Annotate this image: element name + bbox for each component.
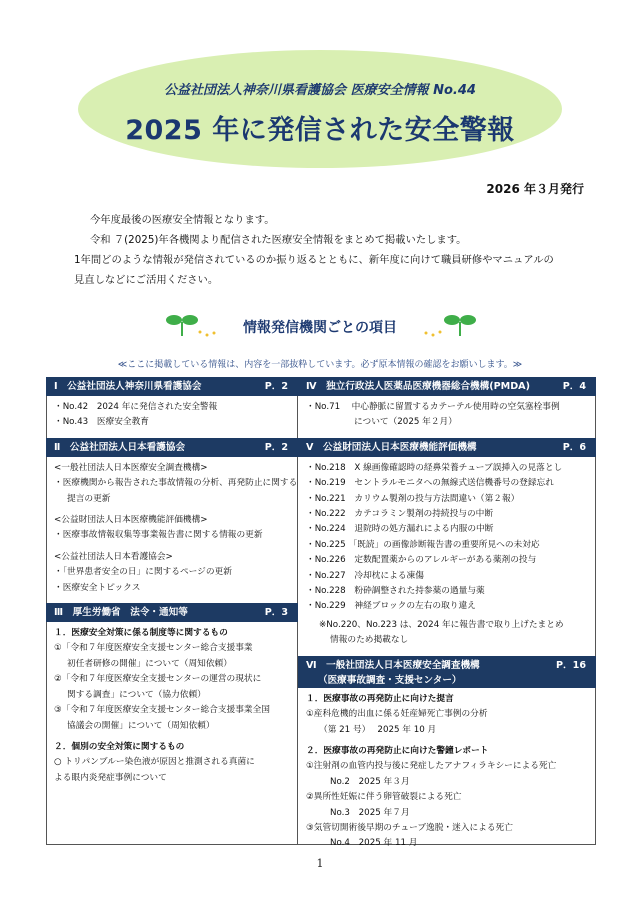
section-body-medsafe <box>298 688 596 856</box>
section-title: Ⅱ 公益社団法人日本看護協会 <box>54 441 186 453</box>
note-text: ※No.220、No.223 は、2024 年に報告書で取り上げたまとめ <box>319 619 564 630</box>
section-body-japan-nursing <box>46 457 298 600</box>
list-item: <一般社団法人日本医療安全調査機構> <box>54 462 208 473</box>
intro-text <box>58 210 598 290</box>
list-item: 提言の更新 <box>67 493 111 504</box>
list-item: No.2 2025 年３月 <box>330 776 410 787</box>
list-heading: ２．医療事故の再発防止に向けた警鐘レポート <box>306 745 489 756</box>
section-page: P．3 <box>264 607 288 619</box>
intro-line: 見直しなどにご活用ください。 <box>74 274 219 286</box>
list-item: ・No.71 中心静脈に留置するカテーテル使用時の空気塞栓事例 <box>306 402 560 412</box>
list-item: ・医療事故情報収集等事業報告書に関する情報の更新 <box>54 530 263 541</box>
notice-text: ≪ここに掲載している情報は、内容を一部抜粋しています。必ず原本情報の確認をお願いします。≫ <box>117 360 523 370</box>
list-item: ①産科危機的出血に係る妊産婦死亡事例の分析 <box>306 709 488 720</box>
right-column <box>298 377 596 856</box>
list-item: 協議会の開催」について（周知依頼） <box>67 720 215 731</box>
list-item: ・No.228 粉砕調整された持参薬の過量与薬 <box>306 586 485 597</box>
list-heading: ２．個別の安全対策に関するもの <box>54 741 185 752</box>
section-header-jcqhc <box>298 438 596 457</box>
list-item: No.3 2025 年７月 <box>330 807 410 818</box>
list-item: （第 21 号） 2025 年 10 月 <box>319 724 437 735</box>
list-item: ②「令和７年度医療安全支援センターの運営の現状に <box>54 674 262 685</box>
section-page: P．6 <box>562 441 586 453</box>
list-item: ・No.221 カリウム製剤の投与方法間違い（第２報） <box>306 493 520 504</box>
list-item: ③気管切開術後早期のチューブ逸脱・迷入による死亡 <box>306 822 513 833</box>
issue-date: 2026 年３月発行 <box>486 182 584 196</box>
list-item: ・No.226 定数配置薬からのアレルギーがある薬剤の投与 <box>306 555 537 566</box>
section-heading: 情報発信機関ごとの項目 <box>243 320 397 336</box>
list-item: ・No.222 カテコラミン製剤の持続投与の中断 <box>306 509 494 520</box>
section-title: Ⅳ 独立行政法人医薬品医療機器総合機構(PMDA) <box>306 381 530 392</box>
list-item: について（2025 年２月） <box>354 417 457 428</box>
list-item: ・No.219 セントラルモニタへの無線式送信機番号の登録忘れ <box>306 478 554 489</box>
list-heading: １．医療安全対策に係る制度等に関するもの <box>54 628 228 639</box>
list-item: ・No.227 冷却枕による凍傷 <box>306 570 424 581</box>
section-body-mhlw <box>46 622 298 790</box>
list-item: ・No.224 退院時の処方漏れによる内服の中断 <box>306 524 494 535</box>
list-item: ①「令和７年度医療安全支援センター総合支援事業 <box>54 643 253 654</box>
list-item: ・No.218 X 線画像確認時の経鼻栄養チューブ誤挿入の見落とし <box>306 462 563 473</box>
section-header-kanagawa <box>46 377 298 396</box>
sprout-icon <box>420 310 480 340</box>
list-item: <公益財団法人日本医療機能評価機構> <box>54 515 208 526</box>
list-item: <公益社団法人日本看護協会> <box>54 551 173 562</box>
list-item: 関する調査」について（協力依頼） <box>67 689 206 700</box>
list-heading: １．医療事故の再発防止に向けた提言 <box>306 693 454 704</box>
list-item: ・「世界患者安全の日」に関するページの更新 <box>54 567 232 578</box>
page-number: 1 <box>316 857 324 870</box>
intro-line: 今年度最後の医療安全情報となります。 <box>90 214 275 226</box>
section-page: P．16 <box>556 659 586 671</box>
list-item: ・No.229 神経ブロックの左右の取り違え <box>306 601 476 612</box>
list-item: よる眼内炎発症事例について <box>54 772 167 783</box>
section-title: Ⅲ 厚生労働省 法令・通知等 <box>54 607 188 619</box>
section-page: P．2 <box>264 441 288 453</box>
section-header-medsafe <box>298 656 596 688</box>
left-column <box>46 377 298 790</box>
section-subtitle: （医療事故調査・支援センター） <box>318 674 462 686</box>
section-header-japan-nursing <box>46 438 298 457</box>
intro-line: 令和 ７(2025)年各機関より配信された医療安全情報をまとめて掲載いたします。 <box>90 234 467 246</box>
list-item: ①注射剤の血管内投与後に発症したアナフィラキシーによる死亡 <box>306 761 557 772</box>
page-title: 2025 年に発信された安全警報 <box>125 115 515 146</box>
list-item: ・No.42 2024 年に発信された安全警報 <box>54 402 218 412</box>
section-body-kanagawa <box>46 396 298 435</box>
section-title: Ⅵ 一般社団法人日本医療安全調査機構 <box>306 659 480 671</box>
note-text: 情報のため掲載なし <box>330 635 409 646</box>
section-header-pmda <box>298 377 596 396</box>
intro-line: 1年間どのような情報が発信されているのか振り返るとともに、新年度に向けて職員研修やマニュアルの <box>74 254 554 266</box>
section-page: P．4 <box>562 381 586 392</box>
list-item: ・No.43 医療安全教育 <box>54 417 149 428</box>
list-item: ・No.225 「既読」の画像診断報告書の重要所見への未対応 <box>306 539 540 550</box>
list-item: ・医療安全トピックス <box>54 582 141 593</box>
header-subtitle: 公益社団法人神奈川県看護協会 医療安全情報 No.44 <box>164 83 476 98</box>
section-header-mhlw <box>46 603 298 622</box>
list-item: ・医療機関から報告された事故情報の分析、再発防止に関する <box>54 478 298 489</box>
section-heading-row <box>0 310 640 340</box>
list-item: ②異所性妊娠に伴う卵管破裂による死亡 <box>306 792 462 803</box>
list-item: ○ トリパンブルー染色液が原因と推測される真菌に <box>54 757 255 768</box>
list-item: No.4 2025 年 11 月 <box>330 838 418 849</box>
list-item: 初任者研修の開催」について（周知依頼） <box>67 658 232 669</box>
section-title: Ⅴ 公益財団法人日本医療機能評価機構 <box>306 441 477 453</box>
section-page: P．2 <box>264 381 288 392</box>
section-body-pmda <box>298 396 596 435</box>
section-title: Ⅰ 公益社団法人神奈川県看護協会 <box>54 381 202 392</box>
section-body-jcqhc <box>298 457 596 653</box>
list-item: ③「令和７年度医療安全支援センター総合支援事業全国 <box>54 705 270 716</box>
